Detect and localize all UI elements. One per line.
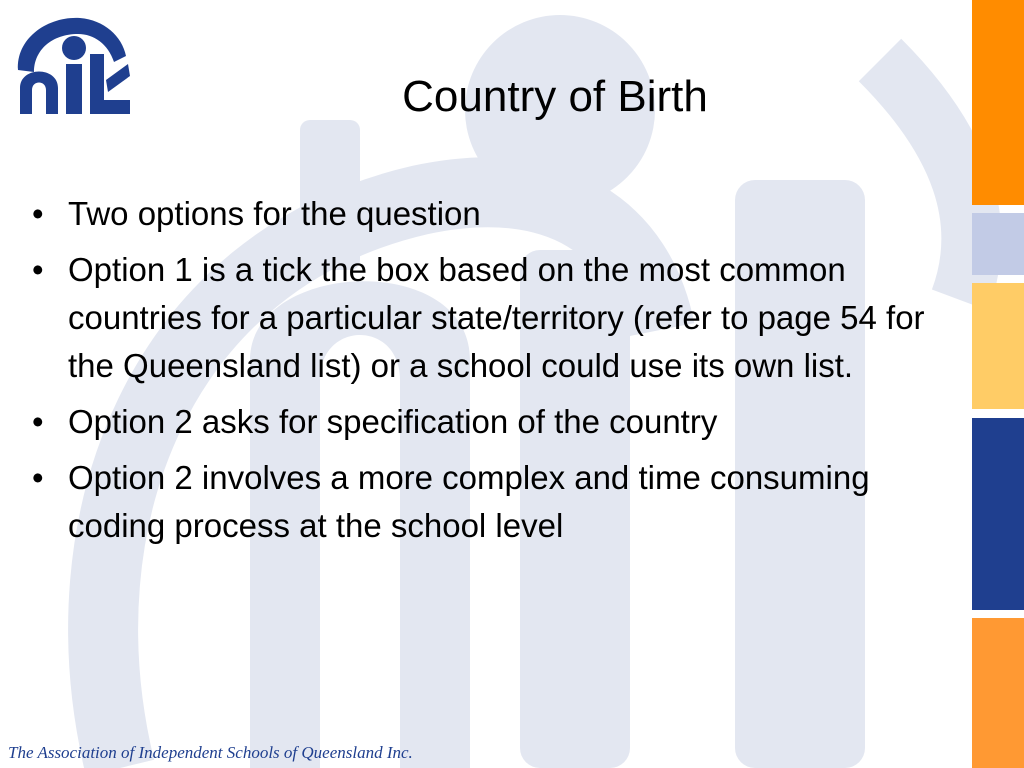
decorative-color-stripes bbox=[972, 0, 1024, 768]
bullet-text: Option 2 asks for specification of the country bbox=[68, 403, 718, 440]
bullet-item bbox=[32, 398, 932, 446]
bullet-text: Option 1 is a tick the box based on the most common countries for a particular state/territory (refer to page 54 for the Queensland list) or a school could use its own list. bbox=[68, 251, 925, 384]
stripe-bottom-orange bbox=[972, 618, 1024, 768]
stripe-dark-blue bbox=[972, 418, 1024, 610]
bullet-text: Two options for the question bbox=[68, 195, 481, 232]
bullet-marker: • bbox=[32, 403, 44, 440]
bullet-item bbox=[32, 246, 932, 390]
bullet-marker: • bbox=[32, 251, 44, 288]
stripe-light-orange bbox=[972, 283, 1024, 409]
stripe-light-blue bbox=[972, 213, 1024, 275]
bullet-marker: • bbox=[32, 459, 44, 496]
bullet-item bbox=[32, 190, 932, 238]
bullet-item bbox=[32, 454, 932, 550]
footer-organization-name: The Association of Independent Schools of Queensland Inc. bbox=[8, 743, 413, 762]
stripe-orange bbox=[972, 0, 1024, 205]
bullet-text: Option 2 involves a more complex and time consuming coding process at the school level bbox=[68, 459, 870, 544]
slide-title: Country of Birth bbox=[402, 72, 708, 121]
ais-logo-icon bbox=[8, 10, 132, 120]
bullet-marker: • bbox=[32, 195, 44, 232]
bullet-list bbox=[32, 190, 932, 558]
